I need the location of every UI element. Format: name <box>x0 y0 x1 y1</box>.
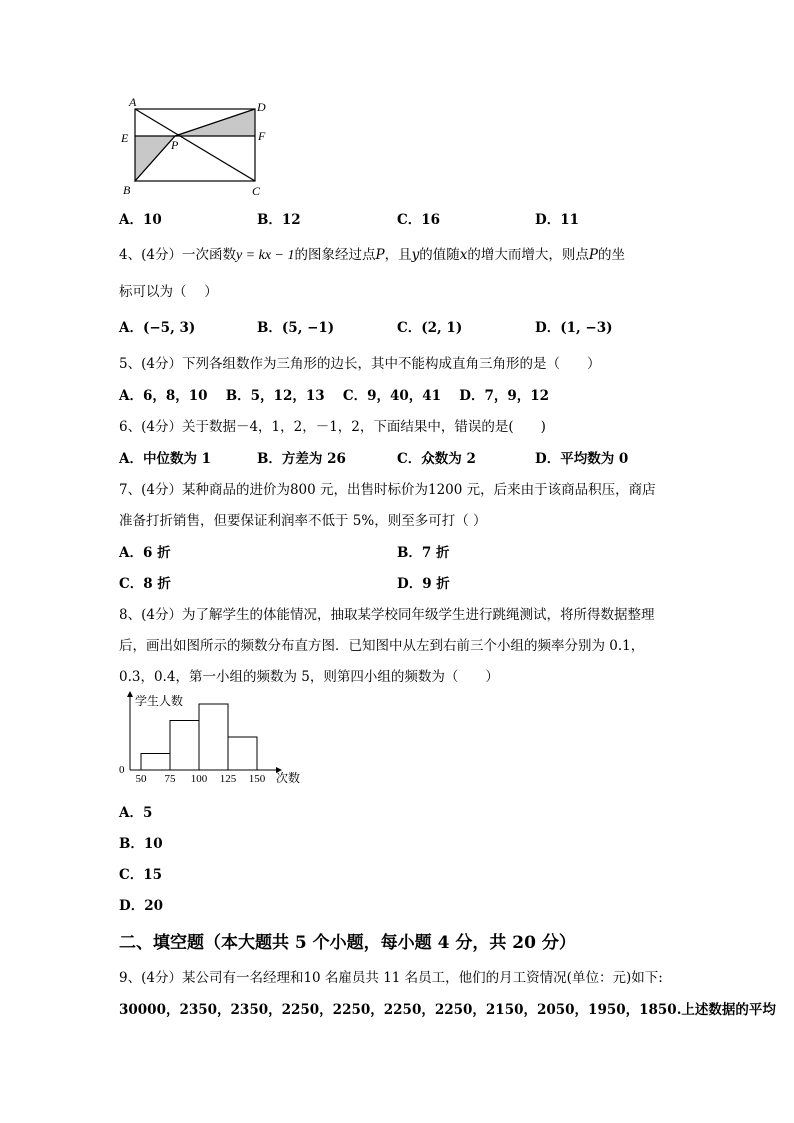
q4-text: ，且 <box>384 247 412 263</box>
label-c: C <box>252 184 261 198</box>
histogram-bar-1 <box>141 754 170 771</box>
q4-yvar: y <box>411 247 420 263</box>
q6-stem: 6、(4分）关于数据－4，1，2，－1，2，下面结果中，错误的是( ) <box>119 419 546 435</box>
q9-stem-line1: 9、(4分）某公司有一名经理和10 名雇员共 11 名员工，他们的月工资情况(单位：元)如下: <box>119 970 663 986</box>
q3-option-b[interactable]: B．12 <box>257 212 301 228</box>
y-axis-label: 学生人数 <box>135 694 184 708</box>
q7-stem-line1: 7、(4分）某种商品的进价为800 元，出售时标价为1200 元，后来由于该商品积压，商店 <box>119 482 656 498</box>
label-a: A <box>129 95 137 109</box>
q6-option-b[interactable]: B．方差为 26 <box>257 451 346 467</box>
q3-option-c[interactable]: C．16 <box>397 212 441 228</box>
q8-option-a[interactable]: A．5 <box>119 805 153 821</box>
q4-stem-line1 <box>119 243 625 264</box>
q8-stem-line3: 0.3，0.4，第一小组的频数为 5，则第四小组的频数为（ ） <box>119 669 499 685</box>
label-b: B <box>123 183 131 197</box>
q6-option-a[interactable]: A．中位数为 1 <box>119 451 212 467</box>
x-tick-label: 75 <box>164 773 176 785</box>
q9-stem-line2: 30000，2350，2350，2250，2250，2250，2250，2150，2050，1950，1850.上述数据的平均 <box>119 1002 776 1018</box>
q8-option-d[interactable]: D．20 <box>119 898 163 914</box>
q5-stem: 5、(4分）下列各组数作为三角形的边长，其中不能构成直角三角形的是（ ） <box>119 356 601 372</box>
histogram-bar-2 <box>170 721 199 771</box>
label-p: P <box>171 138 179 152</box>
q4-option-b[interactable]: B．(5, −1) <box>257 320 335 336</box>
rectangle-figure <box>115 94 275 204</box>
q4-option-c[interactable]: C．(2, 1) <box>397 320 463 336</box>
q4-point: P <box>375 247 385 263</box>
q4-text: 的值随 <box>419 247 460 263</box>
q3-option-d[interactable]: D．11 <box>535 212 579 228</box>
q4-formula: y = kx − 1 <box>235 248 295 263</box>
q4-option-a[interactable]: A．(−5, 3) <box>119 320 196 336</box>
x-tick-label: 125 <box>219 773 237 785</box>
q7-option-b[interactable]: B．7 折 <box>397 545 450 561</box>
q4-text: 的增大而增大，则点 <box>467 247 589 263</box>
section-heading-fill-in: 二、填空题（本大题共 5 个小题，每小题 4 分，共 20 分） <box>119 933 576 953</box>
q7-option-c[interactable]: C．8 折 <box>119 576 171 592</box>
q8-stem-line2: 后，画出如图所示的频数分布直方图．已知图中从左到右前三个小组的频率分别为 0.1， <box>119 638 645 654</box>
q8-option-c[interactable]: C．15 <box>119 867 163 883</box>
label-f: F <box>258 129 266 143</box>
q4-point: P <box>588 247 598 263</box>
q6-option-d[interactable]: D．平均数为 0 <box>535 451 629 467</box>
q6-option-c[interactable]: C．众数为 2 <box>397 451 476 467</box>
histogram-bar-3 <box>199 704 228 770</box>
q4-text: 的图象经过点 <box>294 247 376 263</box>
q3-option-a[interactable]: A．10 <box>119 212 162 228</box>
label-e: E <box>121 131 129 145</box>
x-tick-label: 150 <box>248 773 266 785</box>
q7-stem-line2: 准备打折销售，但要保证利润率不低于 5%，则至多可打（ ） <box>119 513 487 529</box>
q4-stem-line2: 标可以为（ ） <box>119 284 218 300</box>
q7-option-a[interactable]: A．6 折 <box>119 545 171 561</box>
frequency-histogram <box>116 690 316 788</box>
label-d: D <box>257 100 266 114</box>
q8-stem-line1: 8、(4分）为了解学生的体能情况，抽取某学校同年级学生进行跳绳测试，将所得数据整理 <box>119 607 655 623</box>
origin-label: 0 <box>119 764 125 776</box>
histogram-bar-4 <box>228 737 257 770</box>
q4-xvar: x <box>459 247 468 263</box>
x-axis-label: 次数 <box>276 771 301 785</box>
x-tick-label: 100 <box>190 773 208 785</box>
q7-option-d[interactable]: D．9 折 <box>397 576 450 592</box>
q4-text: 4、(4分）一次函数 <box>119 247 236 263</box>
q5-options[interactable]: A．6，8，10 B．5，12，13 C．9，40，41 D．7，9，12 <box>119 388 550 404</box>
x-tick-label: 50 <box>135 773 147 785</box>
q8-option-b[interactable]: B．10 <box>119 836 163 852</box>
q4-option-d[interactable]: D．(1, −3) <box>535 320 613 336</box>
q4-text: 的坐 <box>597 247 625 263</box>
